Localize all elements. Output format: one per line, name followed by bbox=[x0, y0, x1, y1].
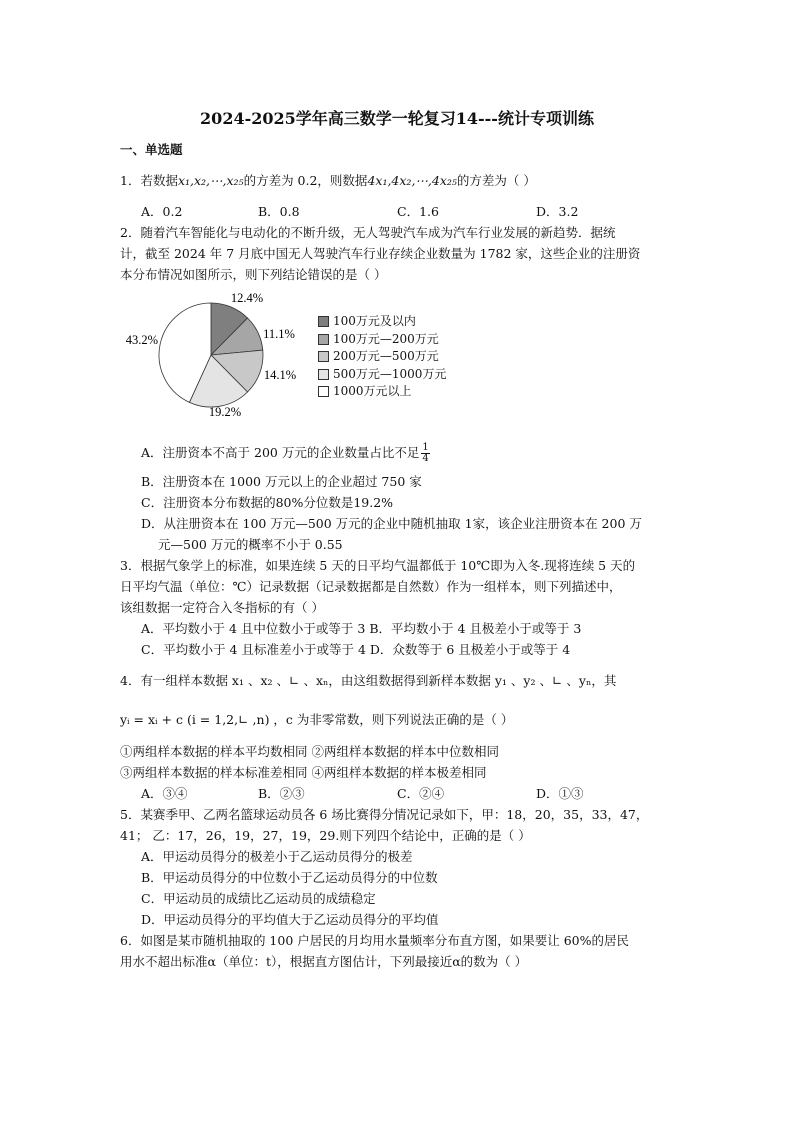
q2-option-d-line-1: D．从注册资本在 100 万元—500 万元的企业中随机抽取 1家，该企业注册资本在 200 万 bbox=[141, 516, 642, 531]
q3-options-cd: C．平均数小于 4 且标准差小于或等于 4 D．众数等于 6 且极差小于或等于 4 bbox=[141, 642, 571, 657]
legend-entry-1 bbox=[318, 313, 446, 331]
q5-option-c: C．甲运动员的成绩比乙运动员的成绩稳定 bbox=[141, 891, 376, 906]
document-title: 2024-2025学年高三数学一轮复习14---统计专项训练 bbox=[200, 109, 594, 128]
q6-stem-line-2: 用水不超出标准α（单位：t），根据直方图估计，下列最接近α的数为（ ） bbox=[120, 954, 528, 969]
q5-option-b: B．甲运动员得分的中位数小于乙运动员得分的中位数 bbox=[141, 870, 438, 885]
q5-stem-line-2: 41； 乙：17，26，19，27，19，29.则下列四个结论中，正确的是（ ） bbox=[120, 828, 531, 843]
section-heading: 一、单选题 bbox=[120, 142, 183, 157]
q1-option-c: C．1.6 bbox=[397, 204, 439, 219]
pie-slice-label-1: 12.4% bbox=[230, 291, 264, 305]
legend-label: 500万元—1000万元 bbox=[333, 366, 447, 381]
q4-stem-line-1: 4．有一组样本数据 x₁ 、x₂ 、∟ 、xₙ，由这组数据得到新样本数据 y₁ 、y₂ 、∟ 、yₙ，其 bbox=[120, 673, 617, 688]
q2-option-c: C．注册资本分布数据的80%分位数是19.2% bbox=[141, 495, 394, 510]
q1-stem-c: 的方差为（ ） bbox=[456, 173, 536, 188]
legend-entry-2 bbox=[318, 331, 446, 349]
pie-slice-label-3: 14.1% bbox=[263, 368, 297, 382]
q2-stem-line-1: 2．随着汽车智能化与电动化的不断升级，无人驾驶汽车成为汽车行业发展的新趋势．据统 bbox=[120, 225, 616, 240]
q4-option-b: B．②③ bbox=[258, 786, 305, 801]
legend-entry-4 bbox=[318, 366, 446, 384]
legend-label: 100万元—200万元 bbox=[333, 331, 439, 346]
pie-legend bbox=[318, 313, 446, 401]
pie-slice-label-2: 11.1% bbox=[263, 327, 295, 341]
fraction-denominator: 4 bbox=[422, 453, 429, 464]
q4-stem-line-2: yᵢ = xᵢ + c (i = 1,2,∟ ,n) ，c 为非零常数，则下列说法正确的是（ ） bbox=[120, 712, 514, 727]
q4-option-a: A．③④ bbox=[141, 786, 188, 801]
q5-option-d: D．甲运动员得分的平均值大于乙运动员得分的平均值 bbox=[141, 912, 439, 927]
q4-option-c: C．②④ bbox=[397, 786, 445, 801]
pie-slice-label-4: 19.2% bbox=[208, 405, 242, 419]
q1-vars-2: 4x₁,4x₂,⋯,4x₂₅ bbox=[367, 173, 457, 188]
q5-option-a: A．甲运动员得分的极差小于乙运动员得分的极差 bbox=[141, 849, 413, 864]
q4-option-d: D．①③ bbox=[536, 786, 584, 801]
q3-stem-line-3: 该组数据一定符合入冬指标的有（ ） bbox=[120, 600, 324, 615]
q5-stem-line-1: 5．某赛季甲、乙两名篮球运动员各 6 场比赛得分情况记录如下，甲：18，20，35，33，47， bbox=[120, 807, 649, 822]
one-quarter-fraction bbox=[421, 443, 429, 464]
legend-swatch bbox=[318, 369, 329, 380]
q1-stem-b: 的方差为 0.2，则数据 bbox=[243, 173, 368, 188]
legend-swatch bbox=[318, 334, 329, 345]
q2-option-b: B．注册资本在 1000 万元以上的企业超过 750 家 bbox=[141, 474, 422, 489]
question-1-stem bbox=[120, 172, 536, 189]
q3-stem-line-2: 日平均气温（单位：℃）记录数据（记录数据都是自然数）作为一组样本，则下列描述中， bbox=[120, 579, 622, 594]
q1-vars-1: x₁,x₂,⋯,x₂₅ bbox=[177, 173, 244, 188]
q3-options-ab: A．平均数小于 4 且中位数小于或等于 3 B．平均数小于 4 且极差小于或等于 3 bbox=[141, 621, 582, 636]
q2-stem-line-2: 计，截至 2024 年 7 月底中国无人驾驶汽车行业存续企业数量为 1782 家，这些企业的注册资 bbox=[120, 246, 641, 261]
q6-stem-line-1: 6．如图是某市随机抽取的 100 户居民的月均用水量频率分布直方图，如果要让 60%的居民 bbox=[120, 933, 630, 948]
legend-entry-3 bbox=[318, 348, 446, 366]
legend-swatch bbox=[318, 316, 329, 327]
q3-stem-line-1: 3．根据气象学上的标准，如果连续 5 天的日平均气温都低于 10℃即为入冬.现将连续 5 天的 bbox=[120, 558, 636, 573]
legend-label: 200万元—500万元 bbox=[333, 349, 439, 363]
q1-option-d: D．3.2 bbox=[536, 204, 579, 219]
legend-label: 100万元及以内 bbox=[333, 314, 416, 328]
q2-option-a-text: A．注册资本不高于 200 万元的企业数量占比不足 bbox=[141, 445, 420, 460]
legend-entry-5 bbox=[318, 383, 446, 401]
q2-option-a bbox=[141, 441, 430, 465]
pie-slice-label-5: 43.2% bbox=[125, 333, 158, 347]
q1-option-b: B．0.8 bbox=[258, 204, 300, 219]
q1-stem-a: 1．若数据 bbox=[120, 173, 178, 188]
legend-swatch bbox=[318, 351, 329, 362]
legend-swatch bbox=[318, 386, 329, 397]
fraction-numerator: 1 bbox=[422, 442, 429, 453]
legend-label: 1000万元以上 bbox=[333, 384, 412, 398]
q4-statements-1: ①两组样本数据的样本平均数相同 ②两组样本数据的样本中位数相同 bbox=[120, 744, 499, 759]
q4-statements-2: ③两组样本数据的样本标准差相同 ④两组样本数据的样本极差相同 bbox=[120, 765, 487, 780]
q2-stem-line-3: 本分布情况如图所示，则下列结论错误的是（ ） bbox=[120, 267, 387, 282]
q1-option-a: A．0.2 bbox=[141, 204, 183, 219]
q2-option-d-line-2: 元—500 万元的概率不小于 0.55 bbox=[158, 537, 343, 552]
